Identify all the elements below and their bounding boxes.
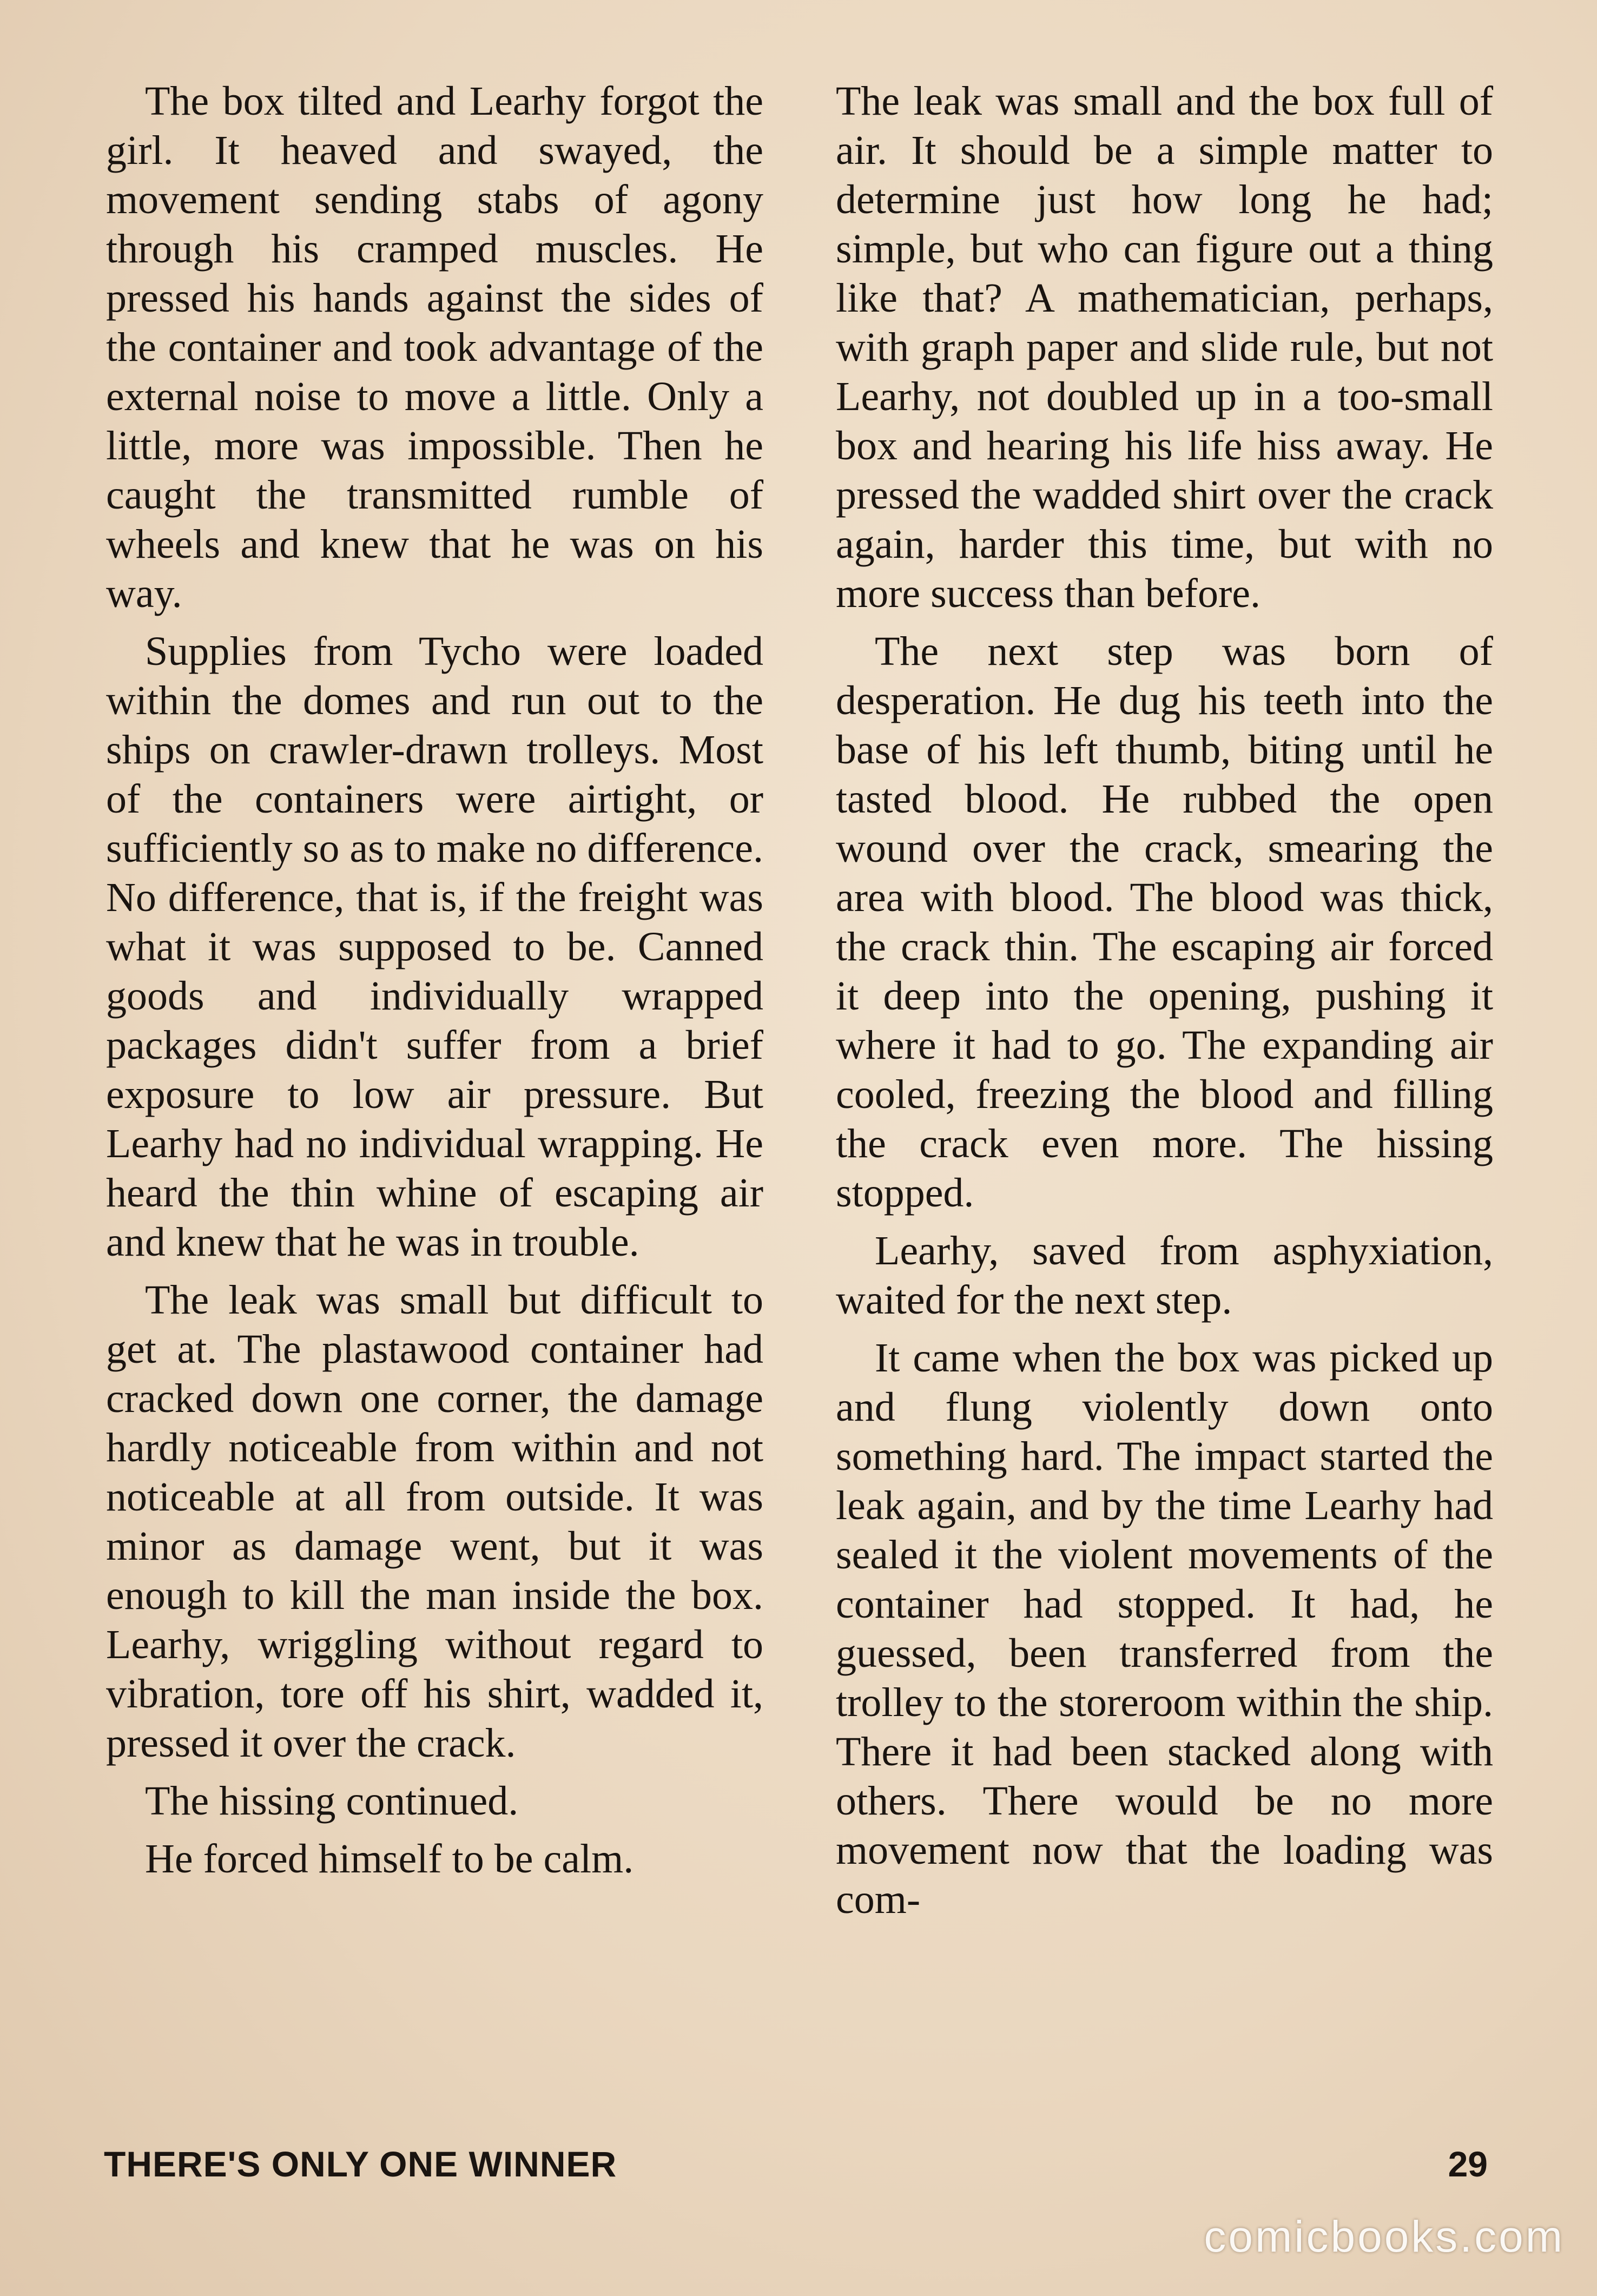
paragraph: The next step was born of desperation. He dug his teeth into the base of his left thumb, biting until he tasted blood. He rubbed the open wound over the crack, smearing the area with blood. The blood was thick, the crack thin. The escaping air forced it deep into the opening, pushing it where it had to go. The expanding air cooled, freezing the blood and filling the crack even more. The hissing stopped. [836, 629, 1493, 1216]
paragraph: Learhy, saved from asphyxiation, waited for the next step. [836, 1228, 1493, 1323]
paragraph: The box tilted and Learhy forgot the girl. It heaved and swayed, the movement sending stabs of agony through his cramped muscles. He pressed his hands against the sides of the container and took advantage of the external noise to move a little. Only a little, more was impossible. Then he caught the transmitted rumble of wheels and knew that he was on his way. [106, 78, 763, 616]
paragraph: It came when the box was picked up and flung violently down onto something hard. The impact started the leak again, and by the time Learhy had sealed it the violent movements of the container had stopped. It had, he guessed, been transferred from the trolley to the storeroom within the ship. There it had been stacked along with others. There would be no more movement now that the loading was com- [836, 1335, 1493, 1922]
paragraph: He forced himself to be calm. [145, 1836, 634, 1882]
left-column [106, 77, 763, 1892]
watermark: comicbooks.com [1204, 2212, 1565, 2261]
paragraph: Supplies from Tycho were loaded within the domes and run out to the ships on crawler-drawn trolleys. Most of the containers were airtight, or sufficiently so as to make no difference. No difference, that is, if the freight was what it was supposed to be. Canned goods and individually wrapped packages didn't suffer from a brief exposure to low air pressure. But Learhy had no individual wrapping. He heard the thin whine of escaping air and knew that he was in trouble. [106, 629, 763, 1265]
page-number: 29 [1448, 2144, 1488, 2184]
running-footer-title: THERE'S ONLY ONE WINNER [104, 2144, 617, 2184]
paragraph-continuation: The leak was small and the box full of air. It should be a simple matter to determine just how long he had; simple, but who can figure out a thing like that? A mathematician, perhaps, with graph paper and slide rule, but not Learhy, not doubled up in a too-small box and hearing his life hiss away. He pressed the wadded shirt over the crack again, harder this time, but with no more success than before. [836, 78, 1493, 616]
paragraph: The leak was small but difficult to get at. The plastawood container had cracked down one corner, the damage hardly noticeable from within and not noticeable at all from outside. It was minor as damage went, but it was enough to kill the man inside the box. Learhy, wriggling without regard to vibration, tore off his shirt, wadded it, pressed it over the crack. [106, 1277, 763, 1766]
right-column [836, 77, 1493, 1933]
paragraph: The hissing continued. [145, 1778, 519, 1824]
